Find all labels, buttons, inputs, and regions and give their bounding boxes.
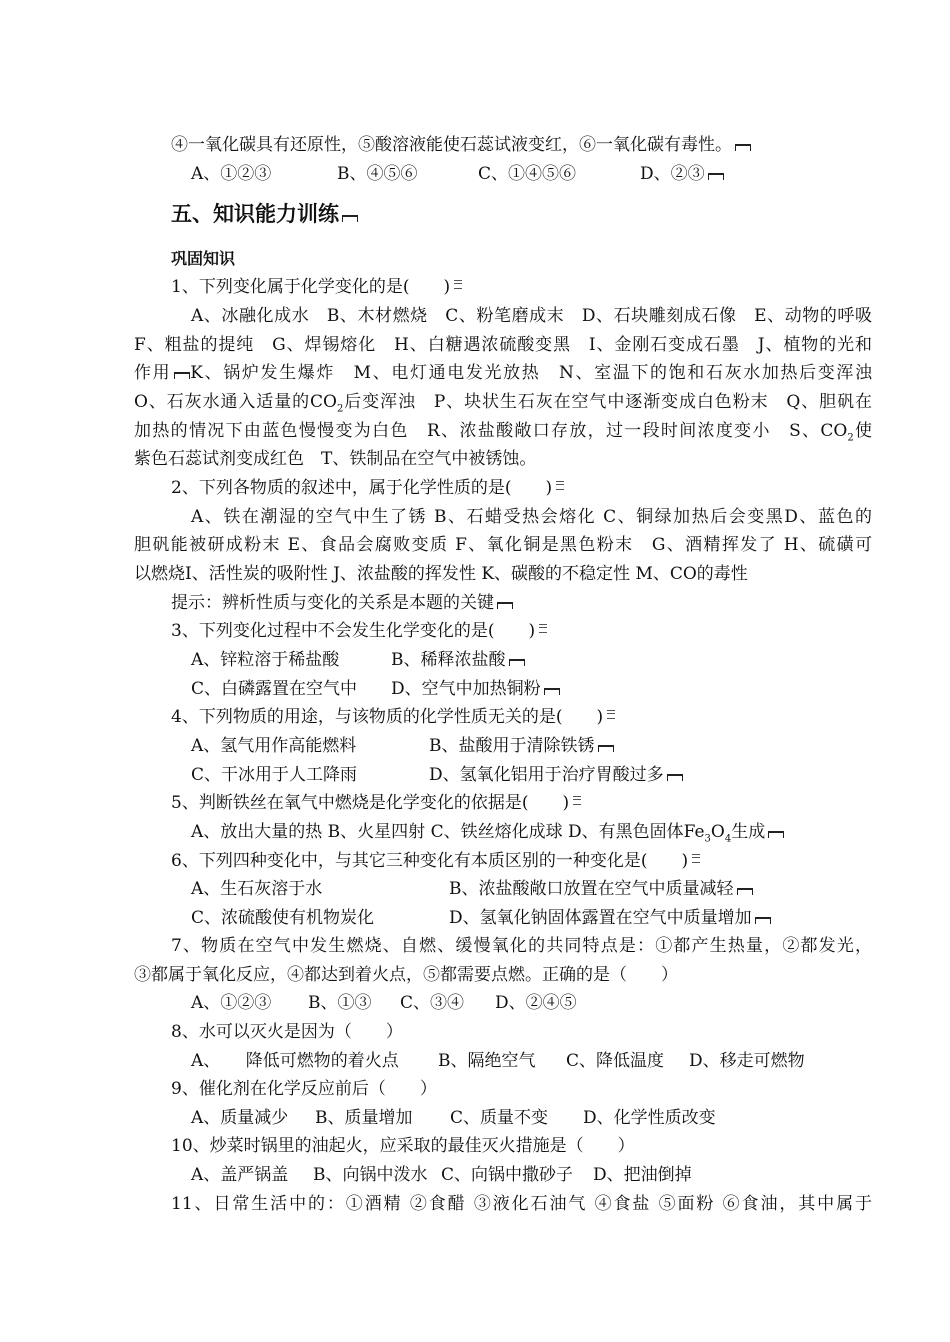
question-1-options-line: F、粗盐的提纯 G、焊锡熔化 H、白糖遇浓硫酸变黑 I、金刚石变成石墨 J、植物的光和: [134, 335, 872, 355]
option-c: C、白磷露置在空气中: [191, 679, 358, 699]
section-title: 五、知识能力训练: [171, 200, 358, 228]
option-d: D、②③: [640, 164, 705, 184]
option-c: C、浓硫酸使有机物炭化: [191, 908, 375, 928]
option-a: A、①②③: [191, 164, 272, 184]
option-b: B、浓盐酸敞口放置在空气中质量减轻: [449, 879, 734, 899]
option-row: [191, 764, 683, 786]
line-break-icon: [539, 624, 547, 633]
question-3-stem: 3、下列变化过程中不会发生化学变化的是( ): [171, 620, 547, 642]
option-c: C、①④⑤⑥: [478, 164, 577, 184]
question-7-stem: ③都属于氧化反应，④都达到着火点，⑤都需要点燃。正确的是（ ）: [134, 965, 678, 985]
question-10-stem: 10、炒菜时锅里的油起火，应采取的最佳灭火措施是（ ）: [171, 1136, 635, 1156]
option-row: [191, 907, 771, 929]
option-a: A、氢气用作高能燃料: [191, 736, 357, 756]
question-1-options-line: A、冰融化成水 B、木材燃烧 C、粉笔磨成末 D、石块雕刻成石像 E、动物的呼吸: [191, 306, 872, 326]
option-row: [191, 735, 614, 757]
option-b: B、稀释浓盐酸: [391, 650, 506, 670]
option-b: B、隔绝空气: [438, 1051, 536, 1071]
subsection-title: 巩固知识: [171, 249, 236, 268]
option-b: B、向锅中泼水: [313, 1165, 428, 1185]
line-break-icon: [556, 481, 564, 490]
option-a: A、生石灰溶于水: [191, 879, 323, 899]
question-11-stem: 11、日常生活中的：①酒精 ②食醋 ③液化石油气 ④食盐 ⑤面粉 ⑥食油，其中属于: [171, 1194, 872, 1214]
paragraph-mark-icon: [544, 688, 560, 695]
paragraph-mark-icon: [342, 215, 358, 222]
option-d: D、氢氧化钠固体露置在空气中质量增加: [449, 908, 752, 928]
option-d: D、②④⑤: [495, 993, 577, 1013]
question-8-stem: 8、水可以灭火是因为（ ）: [171, 1022, 403, 1042]
option-d: D、移走可燃物: [689, 1051, 805, 1071]
question-2-options-line: 胆矾能被研成粉末 E、食品会腐败变质 F、氧化铜是黑色粉末 G、酒精挥发了 H、硫磺可: [134, 535, 872, 555]
option-c: C、干冰用于人工降雨: [191, 765, 358, 785]
paragraph-mark-icon: [509, 659, 525, 666]
question-4-stem: 4、下列物质的用途，与该物质的化学性质无关的是( ): [171, 706, 615, 728]
paragraph-mark-icon: [737, 888, 753, 895]
paragraph-mark-icon: [708, 173, 724, 180]
option-d: D、化学性质改变: [583, 1108, 716, 1128]
line-break-icon: [454, 280, 462, 289]
line-break-icon: [692, 854, 700, 863]
option-c: C、质量不变: [450, 1108, 549, 1128]
option-row: [191, 878, 753, 900]
paragraph-mark-icon: [735, 144, 751, 151]
question-1-stem: 1、下列变化属于化学变化的是( ): [171, 276, 462, 298]
question-2-hint: 提示：辨析性质与变化的关系是本题的关键: [171, 592, 513, 614]
line-break-icon: [607, 710, 615, 719]
question-9-stem: 9、催化剂在化学反应前后（ ）: [171, 1079, 437, 1099]
option-row: [191, 1107, 716, 1129]
paragraph-mark-icon: [598, 745, 614, 752]
question-1-options-line: 作用 K、锅炉发生爆炸 M、电灯通电发光放热 N、室温下的饱和石灰水加热后变浑浊: [134, 363, 872, 383]
option-c: C、降低温度: [566, 1051, 665, 1071]
option-row: [191, 163, 724, 185]
option-d: D、把油倒掉: [593, 1165, 692, 1185]
question-2-stem: 2、下列各物质的叙述中，属于化学性质的是( ): [171, 477, 564, 499]
option-b: B、盐酸用于清除铁锈: [429, 736, 595, 756]
question-7-stem: 7、物质在空气中发生燃烧、自燃、缓慢氧化的共同特点是：①都产生热量，②都发光，: [171, 936, 872, 956]
option-a: A、盖严锅盖: [191, 1165, 289, 1185]
question-5-options: A、放出大量的热 B、火星四射 C、铁丝熔化成球 D、有黑色固体$Fe_3O_4$生成: [191, 821, 784, 843]
option-d: D、空气中加热铜粉: [391, 679, 541, 699]
question-stem-tail: ④一氧化碳具有还原性，⑤酸溶液能使石蕊试液变红，⑥一氧化碳有毒性。: [171, 134, 751, 156]
option-b: B、①③: [308, 993, 372, 1013]
question-2-options-line: 以燃烧I、活性炭的吸附性 J、浓盐酸的挥发性 K、碳酸的不稳定性 M、CO的毒性: [134, 564, 748, 584]
question-2-options-line: A、铁在潮湿的空气中生了锈 B、石蜡受热会熔化 C、铜绿加热后会变黑D、蓝色的: [191, 507, 872, 527]
question-5-stem: 5、判断铁丝在氧气中燃烧是化学变化的依据是( ): [171, 792, 581, 814]
question-1-options-line: 紫色石蕊试剂变成红色 T、铁制品在空气中被锈蚀。: [134, 449, 537, 469]
option-d: D、氢氧化铝用于治疗胃酸过多: [429, 765, 664, 785]
question-1-options-line: O、石灰水通入适量的$CO_2$后变浑浊 P、块状生石灰在空气中逐渐变成白色粉末 Q、胆矾在: [134, 392, 873, 415]
option-b: B、④⑤⑥: [337, 164, 418, 184]
paragraph-mark-icon: [497, 602, 513, 609]
paragraph-mark-icon: [667, 774, 683, 781]
option-b: B、质量增加: [315, 1108, 413, 1128]
option-a: A、质量减少: [191, 1108, 289, 1128]
option-a: A、 降低可燃物的着火点: [191, 1051, 399, 1071]
question-1-options-line: 加热的情况下由蓝色慢慢变为白色 R、浓盐酸敞口存放，过一段时间浓度变小 S、$CO_2$使: [134, 421, 873, 444]
question-6-stem: 6、下列四种变化中，与其它三种变化有本质区别的一种变化是( ): [171, 850, 700, 872]
option-row: [191, 992, 577, 1014]
option-c: C、向锅中撒砂子: [441, 1165, 574, 1185]
option-row: [191, 1164, 692, 1186]
option-a: A、锌粒溶于稀盐酸: [191, 650, 340, 670]
option-row: [191, 649, 525, 671]
option-a: A、①②③: [191, 993, 272, 1013]
paragraph-mark-icon: [768, 831, 784, 838]
option-row: [191, 1050, 805, 1072]
paragraph-mark-icon: [755, 917, 771, 924]
paragraph-mark-icon: [174, 372, 190, 379]
option-c: C、③④: [400, 993, 465, 1013]
option-row: [191, 678, 560, 700]
line-break-icon: [573, 796, 581, 805]
